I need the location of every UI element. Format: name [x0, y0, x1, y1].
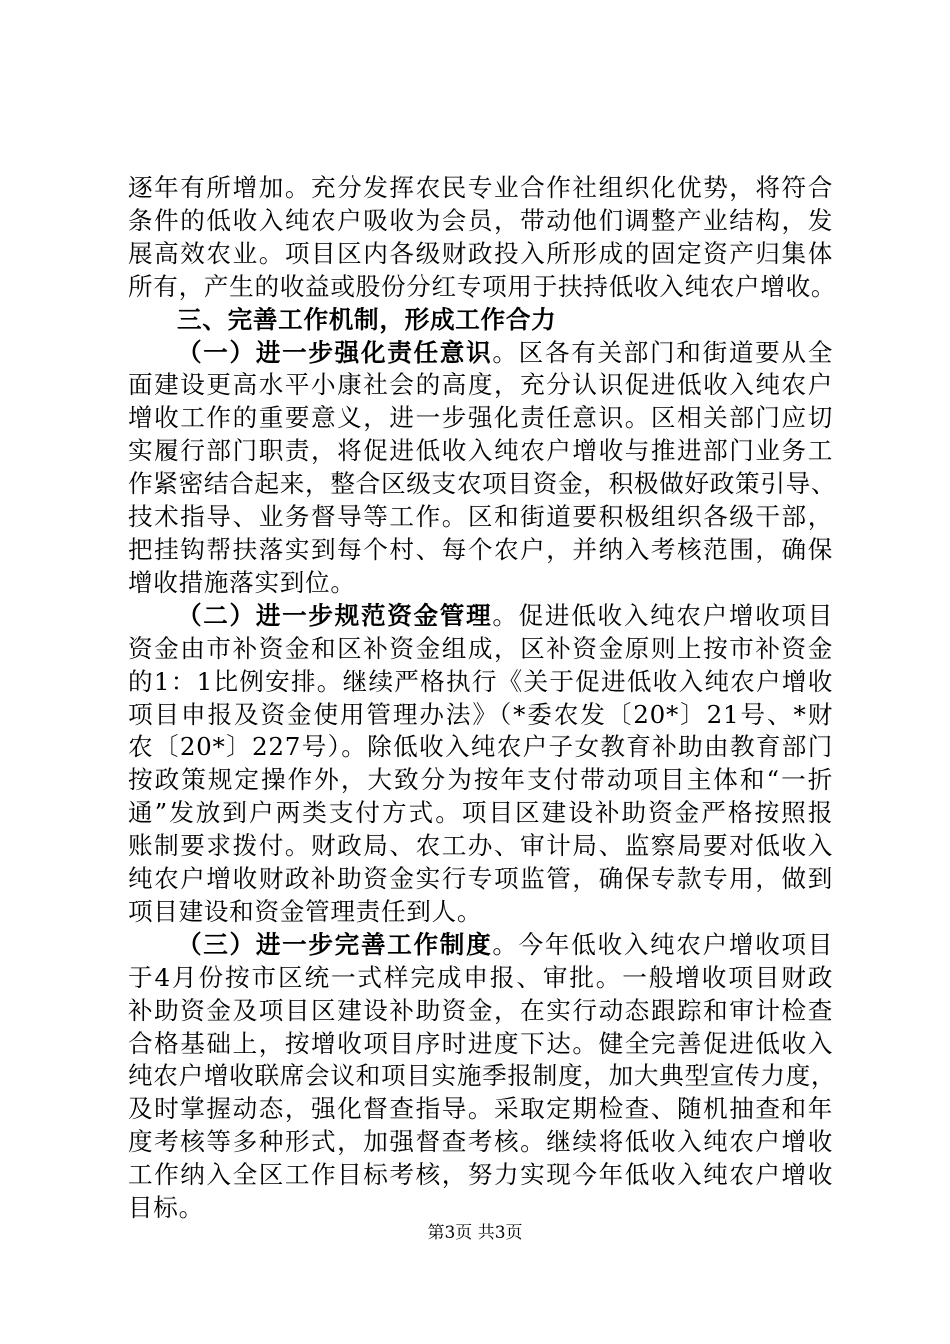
text-line: 实履行部门职责，将促进低收入纯农户增收与推进部门业务工	[128, 436, 833, 466]
text-line: 条件的低收入纯农户吸收为会员，带动他们调整产业结构，发	[128, 205, 833, 235]
subsection-title: （一）进一步强化责任意识	[177, 337, 493, 367]
text-line: 面建设更高水平小康社会的高度，充分认识促进低收入纯农户	[128, 370, 833, 400]
page-footer: 第3页 共3页	[427, 1223, 523, 1243]
text-line: 资金由市补资金和区补资金组成，区补资金原则上按市补资金	[128, 633, 833, 663]
text-line	[128, 600, 833, 633]
text-line: 按政策规定操作外，大致分为按年支付带动项目主体和“一折	[128, 765, 833, 795]
subsection-title: （二）进一步规范资金管理	[177, 600, 493, 630]
text-line: 逐年有所增加。充分发挥农民专业合作社组织化优势，将符合	[128, 173, 833, 202]
text-span: 。促进低收入纯农户增收项目	[492, 600, 833, 630]
text-span: 。今年低收入纯农户增收项目	[492, 929, 833, 959]
text-line: 目标。	[128, 1193, 204, 1223]
text-line: 增收措施落实到位。	[128, 567, 356, 597]
text-line	[128, 337, 833, 370]
text-line: 度考核等多种形式，加强督查考核。继续将低收入纯农户增收	[128, 1127, 833, 1157]
text-span: 。区各有关部门和街道要从全	[492, 337, 833, 367]
text-line: 工作纳入全区工作目标考核，努力实现今年低收入纯农户增收	[128, 1160, 833, 1190]
text-line: 补助资金及项目区建设补助资金，在实行动态跟踪和审计检查	[128, 995, 833, 1025]
text-line: 技术指导、业务督导等工作。区和街道要积极组织各级干部，	[128, 502, 833, 532]
text-line: 项目建设和资金管理责任到人。	[128, 896, 483, 926]
text-line: 及时掌握动态，强化督查指导。采取定期检查、随机抽查和年	[128, 1094, 833, 1124]
text-line	[128, 929, 833, 962]
text-line: 合格基础上，按增收项目序时进度下达。健全完善促进低收入	[128, 1028, 833, 1058]
text-line: 通”发放到户两类支付方式。项目区建设补助资金严格按照报	[128, 798, 833, 828]
document-body	[128, 172, 837, 1225]
text-line: 项目申报及资金使用管理办法》（*委农发〔20*〕21号、*财	[128, 699, 833, 729]
text-line: 于4月份按市区统一式样完成申报、审批。一般增收项目财政	[128, 962, 833, 992]
section-heading: 三、完善工作机制，形成工作合力	[177, 304, 557, 334]
subsection-title: （三）进一步完善工作制度	[177, 929, 493, 959]
text-line: 纯农户增收财政补助资金实行专项监管，确保专款专用，做到	[128, 864, 833, 894]
text-line: 账制要求拨付。财政局、农工办、审计局、监察局要对低收入	[128, 831, 833, 861]
text-line: 纯农户增收联席会议和项目实施季报制度，加大典型宣传力度，	[128, 1061, 837, 1091]
text-line: 把挂钩帮扶落实到每个村、每个农户，并纳入考核范围，确保	[128, 534, 833, 564]
text-line: 所有，产生的收益或股份分红专项用于扶持低收入纯农户增收。	[128, 271, 837, 301]
text-line: 作紧密结合起来，整合区级支农项目资金，积极做好政策引导、	[128, 469, 837, 499]
text-line: 增收工作的重要意义，进一步强化责任意识。区相关部门应切	[128, 403, 833, 433]
text-line: 展高效农业。项目区内各级财政投入所形成的固定资产归集体	[128, 238, 833, 268]
text-line: 农〔20*〕227号）。除低收入纯农户子女教育补助由教育部门	[128, 732, 833, 762]
text-line: 的1：1比例安排。继续严格执行《关于促进低收入纯农户增收	[128, 666, 833, 696]
